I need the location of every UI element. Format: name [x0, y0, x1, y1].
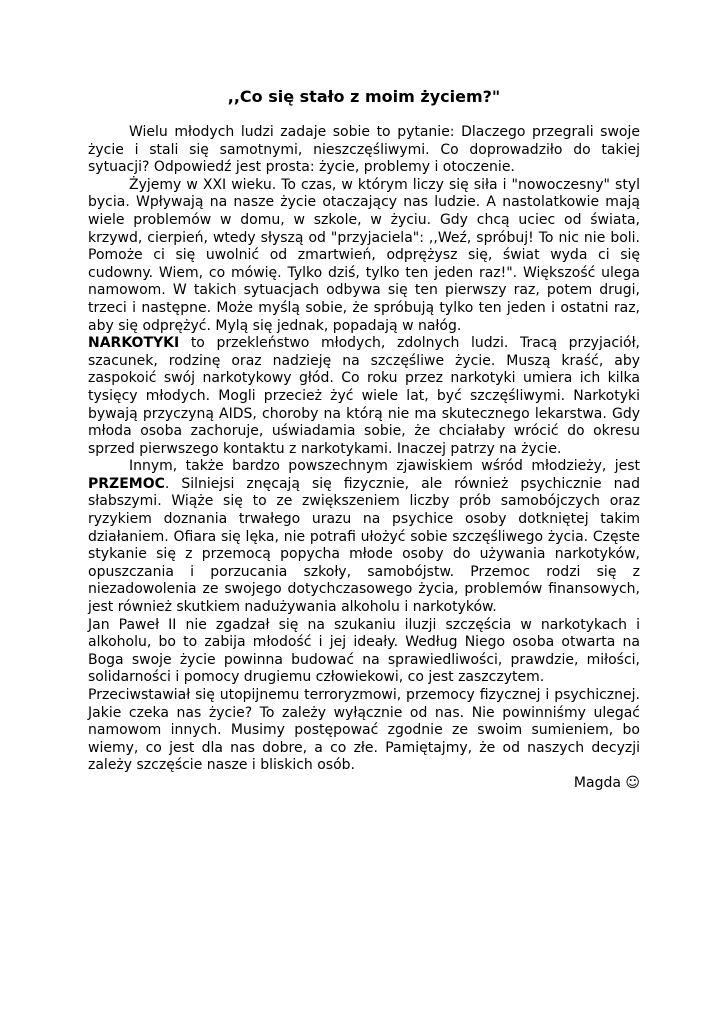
- smiley-icon: ☺: [625, 774, 640, 791]
- paragraph-text: Przeciwstawiał się utopijnemu terroryzmowi, przemocy fizycznej i psychicznej. Jakie czeka nas życie? To zależy wyłącznie od nas. Nie powinniśmy ulegać namowom innych. Musimy postępować zgodnie ze swoim sumieniem, bo wiemy, co jest dla nas dobre, a co złe. Pamiętajmy, że od naszych decyzji zależy szczęście nasze i bliskich osób.: [88, 687, 640, 774]
- paragraph-text: Żyjemy w XXI wieku. To czas, w którym liczy się siła i "nowoczesny" styl bycia. Wpływają na nasze życie otaczający nas ludzie. A nastolatkowie mają wiele problemów w domu, w szkole, w życiu. Gdy chcą uciec od świata, krzywd, cierpień, wtedy słyszą od "przyjaciela": ,,Weź, spróbuj! To nic nie boli. Pomoże ci się uwolnić od zmartwień, odprężysz się, świat wyda ci się cudowny. Wiem, co mówię. Tylko dziś, tylko ten jeden raz!". Większość ulega namowom. W takich sytuacjach odbywa się ten pierwszy raz, potem drugi, trzeci i następne. Może myślą sobie, że spróbują tylko ten jeden i ostatni raz, aby się odprężyć. Mylą się jednak, popadają w nałóg.: [88, 176, 640, 334]
- paragraph-text: Wielu młodych ludzi zadaje sobie to pytanie: Dlaczego przegrali swoje życie i stali się samotnymi, nieszczęśliwymi. Co doprowadziło do takiej sytuacji? Odpowiedź jest prosta: życie, problemy i otoczenie.: [88, 124, 640, 176]
- paragraph-text: Jan Paweł II nie zgadzał się na szukaniu iluzji szczęścia w narkotykach i alkoholu, bo to zabija młodość i jej ideały. Według Niego osoba otwarta na Boga swoje życie powinna budować na sprawiedliwości, prawdzie, miłości, solidarności i pomocy drugiemu człowiekowi, co jest zaszczytem.: [88, 616, 640, 686]
- paragraph-text-before: Innym, także bardzo powszechnym zjawiskiem wśród młodzieży, jest: [129, 458, 640, 475]
- paragraph-jan-pawel: [88, 617, 640, 687]
- keyword-przemoc: PRZEMOC: [88, 475, 165, 492]
- paragraph-przemoc: [88, 458, 640, 616]
- paragraph-narkotyki: [88, 335, 640, 458]
- paragraph-intro: [88, 124, 640, 177]
- signature-name: Magda: [573, 774, 621, 791]
- signature: [88, 775, 640, 793]
- document-body: [88, 86, 640, 793]
- paragraph-text: to przekleństwo młodych, zdolnych ludzi. Tracą przyjaciół, szacunek, rodzinę oraz nadzieję na szczęśliwe życie. Muszą kraść, aby zaspokoić swój narkotykowy głód. Co roku przez narkotyki umiera ich kilka tysięcy młodych. Mogli przecież żyć wiele lat, być szczęśliwymi. Narkotyki bywają przyczyną AIDS, choroby na którą nie ma skutecznego lekarstwa. Gdy młoda osoba zachoruje, uświadamia sobie, że chciałaby wrócić do okresu sprzed pierwszego kontaktu z narkotykami. Inaczej patrzy na życie.: [88, 335, 640, 457]
- keyword-narkotyki: NARKOTYKI: [88, 335, 180, 352]
- paragraph-text-after: . Silniejsi znęcają się fizycznie, ale również psychicznie nad słabszymi. Wiąże się to ze zwiększeniem liczby prób samobójczych oraz ryzykiem doznania trwałego urazu na psychice osoby dotkniętej takim działaniem. Ofiara się lęka, nie potrafi ułożyć sobie szczęśliwego życia. Częste stykanie się z przemocą popycha młode osoby do używania narkotyków, opuszczania i porzucania szkoły, samobójstw. Przemoc rodzi się z niezadowolenia ze swojego dotychczasowego życia, problemów finansowych, jest również skutkiem nadużywania alkoholu i narkotyków.: [88, 475, 640, 616]
- paragraph-xxi-century: [88, 177, 640, 335]
- paragraph-conclusion: [88, 687, 640, 775]
- document-title: ,,Co się stało z moim życiem?": [227, 87, 501, 106]
